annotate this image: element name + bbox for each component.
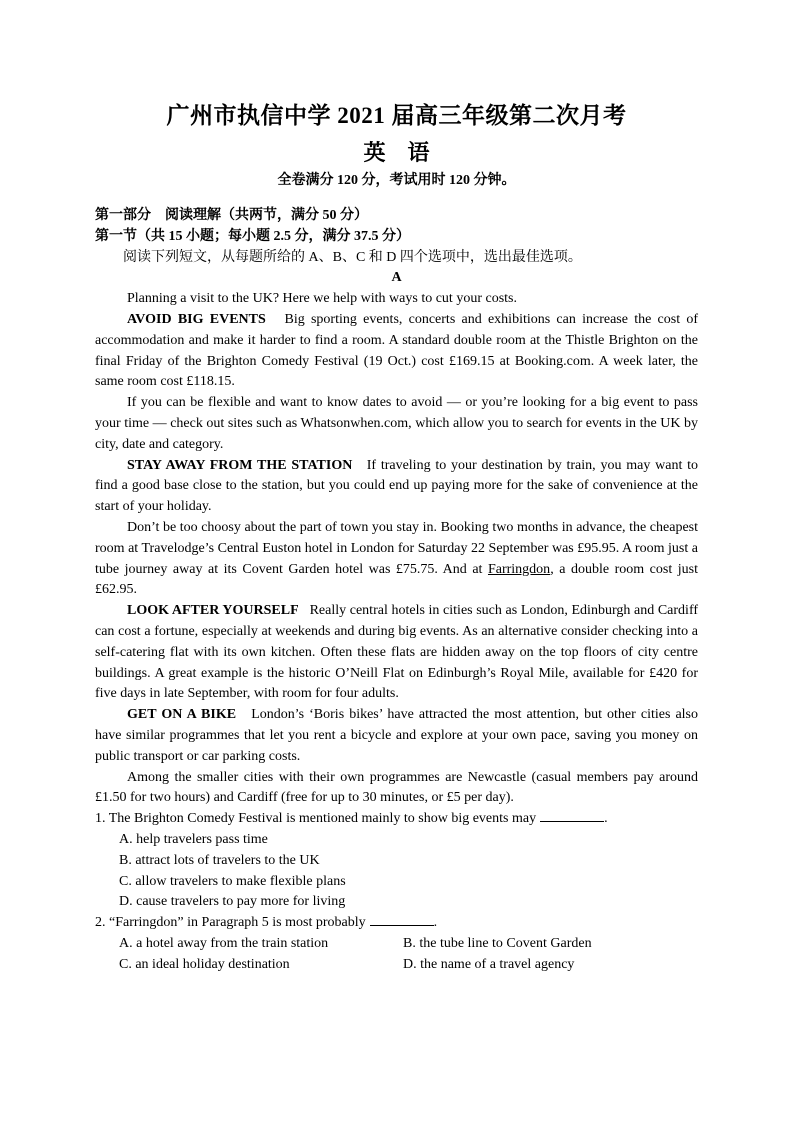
option-c[interactable]: C. allow travelers to make flexible plans bbox=[119, 873, 346, 889]
passage-paragraph bbox=[95, 310, 698, 393]
option-b[interactable]: B. attract lots of travelers to the UK bbox=[119, 852, 320, 868]
option-a[interactable]: A. help travelers pass time bbox=[119, 831, 268, 847]
passage-paragraph bbox=[95, 705, 698, 767]
option-c[interactable]: C. an ideal holiday destination bbox=[119, 956, 290, 972]
passage-paragraph bbox=[95, 456, 698, 518]
question-stem-text: 1. The Brighton Comedy Festival is mentioned mainly to show big events may bbox=[95, 811, 537, 827]
paragraph-body: Big sporting events, concerts and exhibitions can increase the cost of accommodation and make it harder to find a room. A standard double room at the Thistle Brighton on the final Friday of the Brighton Comedy Festival (19 Oct.) cost £169.15 at Booking.com. A week later, the same room cost £118.15. bbox=[95, 311, 699, 390]
subject-heading: 英 语 bbox=[363, 140, 430, 165]
passage-label: A bbox=[391, 270, 402, 286]
part-heading: 第一部分 阅读理解（共两节，满分 50 分） bbox=[95, 208, 368, 223]
instruction-text: 阅读下列短文，从每题所给的 A、B、C 和 D 四个选项中，选出最佳选项。 bbox=[123, 249, 582, 265]
exam-title: 广州市执信中学 2021 届高三年级第二次月考 bbox=[166, 103, 627, 128]
option-row bbox=[95, 934, 698, 955]
paragraph-heading: LOOK AFTER YOURSELF bbox=[127, 603, 299, 619]
section-heading: 第一节（共 15 小题；每小题 2.5 分，满分 37.5 分） bbox=[95, 228, 410, 244]
question-stem-text: 2. “Farringdon” in Paragraph 5 is most probably bbox=[95, 915, 366, 931]
question-stem bbox=[95, 913, 698, 934]
paragraph-heading: GET ON A BIKE bbox=[127, 707, 237, 723]
passage-intro: Planning a visit to the UK? Here we help with ways to cut your costs. bbox=[127, 291, 517, 307]
paragraph-heading: STAY AWAY FROM THE STATION bbox=[127, 457, 353, 473]
passage-paragraph: Among the smaller cities with their own programmes are Newcastle (casual members pay around £1.50 for two hours) and Cardiff (free for up to 30 minutes, or £5 per day). bbox=[95, 769, 698, 806]
passage-paragraph: If you can be flexible and want to know dates to avoid — or you’re looking for a big event to pass your time — check out sites such as Whatsonwhen.com, which allow you to search for events in the UK by city, date and category. bbox=[95, 395, 698, 452]
passage-paragraph bbox=[95, 601, 698, 705]
option-d[interactable]: D. the name of a travel agency bbox=[403, 956, 575, 972]
question-stem bbox=[95, 809, 698, 830]
exam-page bbox=[95, 100, 698, 975]
answer-blank bbox=[370, 913, 434, 926]
paragraph-body: Don’t be too choosy about the part of town you stay in. Booking two months in advance, the cheapest room at Travelodge’s Central Euston hotel in London for Saturday 22 September was £95.95. A room just a tube journey away at its Covent Garden hotel was £75.75. And at bbox=[95, 519, 698, 577]
question-2 bbox=[95, 913, 698, 975]
option-d[interactable]: D. cause travelers to pay more for living bbox=[119, 894, 346, 910]
underlined-term: Farringdon bbox=[487, 561, 551, 577]
question-1 bbox=[95, 809, 698, 913]
paragraph-heading: AVOID BIG EVENTS bbox=[127, 311, 266, 327]
question-stem-end: . bbox=[604, 811, 608, 827]
paragraph-tail: , a double room cost just £62.95. bbox=[95, 561, 698, 598]
score-note: 全卷满分 120 分，考试用时 120 分钟。 bbox=[277, 173, 516, 188]
passage-paragraph bbox=[95, 518, 698, 601]
option-a[interactable]: A. a hotel away from the train station bbox=[119, 935, 329, 951]
paragraph-body: If traveling to your destination by train, you may want to find a good base close to the station, but you could end up paying more for the sake of convenience at the start of your holiday. bbox=[95, 457, 699, 515]
option-row bbox=[95, 955, 698, 976]
option-b[interactable]: B. the tube line to Covent Garden bbox=[403, 935, 592, 951]
paragraph-body: London’s ‘Boris bikes’ have attracted the most attention, but other cities also have similar programmes that let you rent a bicycle and explore at your own pace, saving you money on public transport or car parking costs. bbox=[95, 707, 698, 764]
answer-blank bbox=[540, 809, 604, 822]
question-stem-end: . bbox=[433, 915, 438, 931]
paragraph-body: Really central hotels in cities such as London, Edinburgh and Cardiff can cost a fortune, especially at weekends and during big events. As an alternative consider checking into a self-catering flat with its own kitchen. Often these flats are hidden away on the top floors of city centre buildings. A great example is the historic O’Neill Flat on Edinburgh’s Royal Mile, available for £420 for five days in late September, with room for four adults. bbox=[95, 603, 699, 702]
